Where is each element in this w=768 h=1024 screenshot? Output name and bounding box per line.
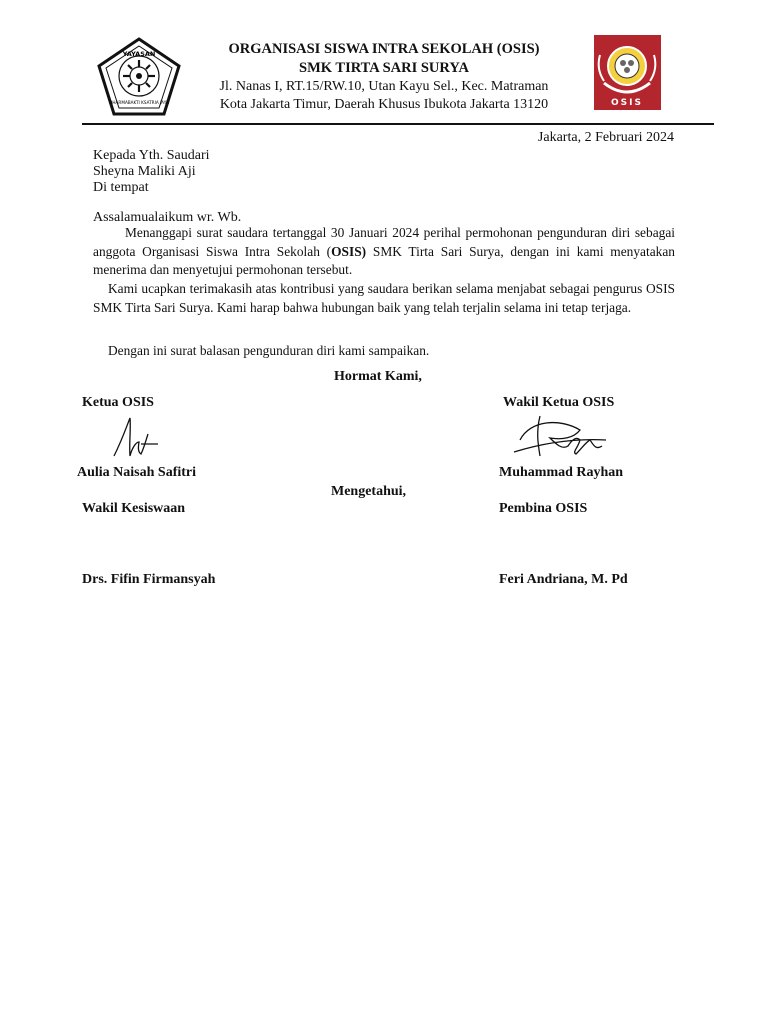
header-divider	[82, 123, 714, 125]
paragraph-1-text: Menanggapi surat saudara tertanggal 30 Januari 2024 perihal permohonan pengunduran diri sebagai anggota Organisasi Siswa Intra Sekolah (	[93, 225, 675, 259]
osis-logo-label: OSIS	[611, 98, 643, 108]
pembina-title: Pembina OSIS	[499, 501, 588, 516]
letter-date: Jakarta, 2 Februari 2024	[537, 130, 674, 145]
address-line-2: Kota Jakarta Timur, Daerah Khusus Ibukota Jakarta 13120	[219, 97, 549, 112]
paragraph-2: Kami ucapkan terimakasih atas kontribusi yang saudara berikan selama menjabat sebagai pengurus OSIS SMK Tirta Sari Surya. Kami harap bahwa hubungan baik yang telah terjalin selama ini tetap terjaga.	[93, 281, 675, 315]
recipient-name: Sheyna Maliki Aji	[93, 164, 196, 179]
school-name: SMK TIRTA SARI SURYA	[299, 60, 469, 76]
logo-bottom-text: DHARMABAKTI KSATRIA JAYA	[109, 100, 169, 105]
paragraph-1-bold: OSIS)	[331, 243, 367, 259]
logo-top-text: YAYASAN	[122, 50, 156, 58]
yayasan-logo	[96, 36, 182, 118]
wakil-ketua-signature	[510, 410, 610, 464]
recipient-line-1: Kepada Yth. Saudari	[93, 148, 210, 163]
closing: Hormat Kami,	[334, 369, 422, 384]
address-line-1: Jl. Nanas I, RT.15/RW.10, Utan Kayu Sel., Kec. Matraman	[219, 79, 549, 94]
wakil-kesiswaan-name: Drs. Fifin Firmansyah	[82, 572, 216, 587]
wakil-ketua-title: Wakil Ketua OSIS	[503, 395, 615, 410]
paragraph-3: Dengan ini surat balasan pengunduran diri kami sampaikan.	[108, 343, 430, 358]
org-name: ORGANISASI SISWA INTRA SEKOLAH (OSIS)	[228, 41, 540, 57]
paragraph-1	[93, 224, 675, 280]
mengetahui-label: Mengetahui,	[331, 484, 407, 499]
ketua-name: Aulia Naisah Safitri	[77, 465, 197, 480]
greeting: Assalamualaikum wr. Wb.	[93, 210, 242, 225]
ketua-title: Ketua OSIS	[82, 395, 154, 410]
ketua-signature	[108, 410, 164, 464]
wakil-ketua-name: Muhammad Rayhan	[499, 465, 624, 480]
osis-logo	[594, 35, 661, 110]
osis-emblem-icon	[594, 35, 661, 110]
paragraph-1-text-end: SMK Tirta Sari Surya, dengan ini kami menyatakan menerima dan menyetujui permohonan tersebut.	[93, 243, 675, 277]
pembina-name: Feri Andriana, M. Pd	[499, 572, 628, 587]
wakil-kesiswaan-title: Wakil Kesiswaan	[82, 501, 186, 516]
yayasan-emblem-icon	[96, 36, 182, 118]
recipient-line-3: Di tempat	[93, 180, 149, 195]
